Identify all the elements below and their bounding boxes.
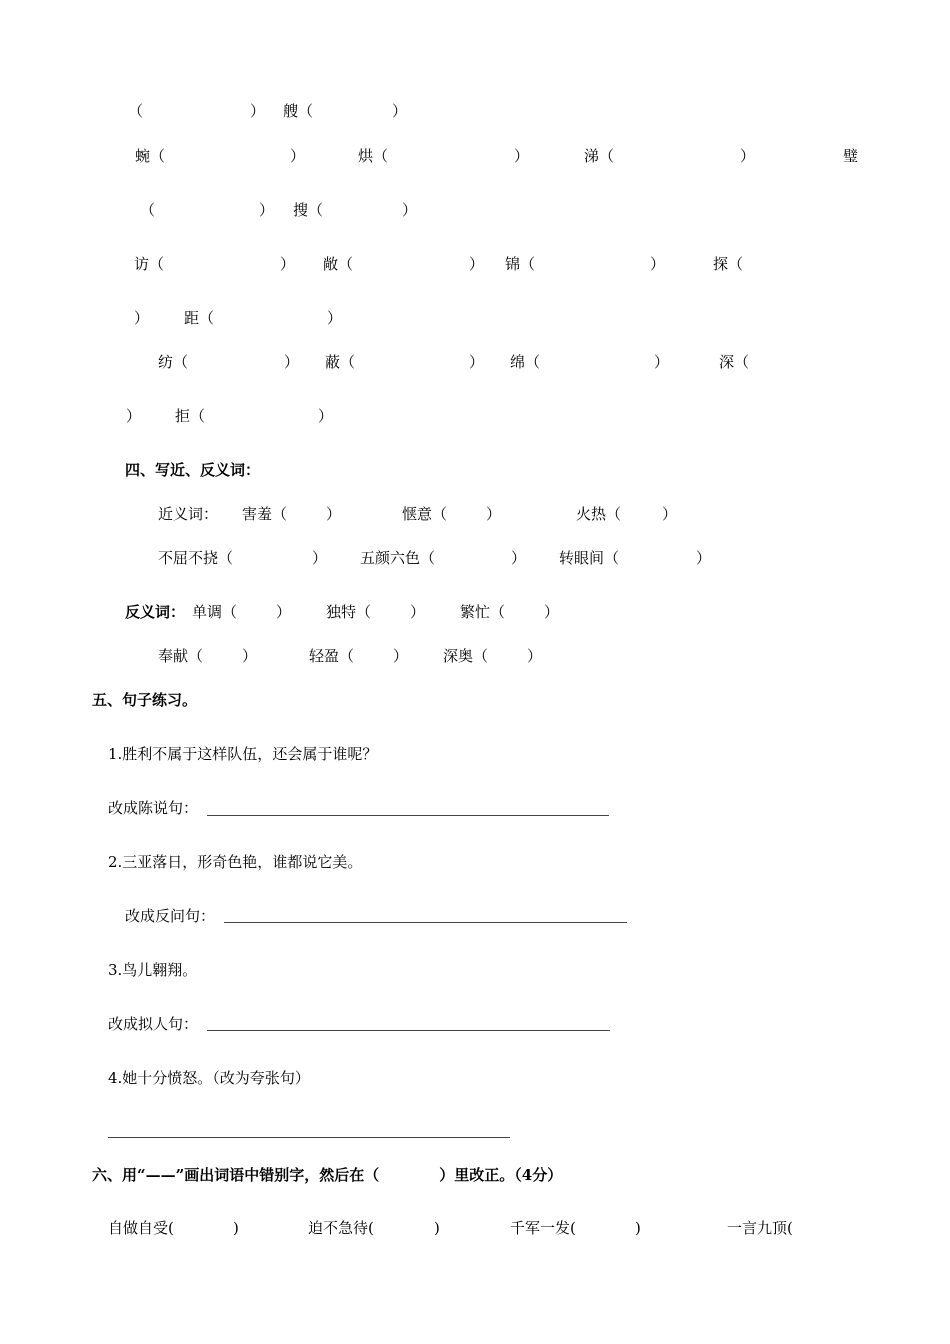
syn6-close: ） [696, 549, 712, 567]
syn2-word: 惬意（ [402, 505, 448, 523]
q3-text: 3.鸟儿翱翔。 [108, 961, 198, 979]
syn5-close: ） [511, 549, 527, 567]
syn6-word: 转眼间（ [559, 549, 620, 567]
r3-char: 搜（ [293, 201, 324, 219]
r6-close3: ） [654, 353, 670, 371]
r2-close1: ） [290, 147, 306, 165]
s6-item2: 迫不急待( [308, 1219, 374, 1237]
s6-item3: 千军一发( [510, 1219, 576, 1237]
r6-char4: 深（ [719, 353, 750, 371]
r2-char3: 涕（ [584, 147, 615, 165]
ant6-word: 深奥（ [443, 647, 489, 665]
ant1-close: ） [276, 603, 292, 621]
s6-item1: 自做自受( [108, 1219, 174, 1237]
syn4-word: 不屈不挠（ [158, 549, 234, 567]
r2-close3: ） [740, 147, 756, 165]
section6-heading: 六、用“——”画出词语中错别字，然后在（ ）里改正。（4分） [92, 1166, 563, 1184]
r1-char: 艘（ [283, 102, 314, 120]
s6-item4: 一言九顶( [727, 1219, 793, 1237]
q3-prompt: 改成拟人句： [108, 1015, 199, 1033]
r5-close2: ） [327, 309, 343, 327]
r3-open: （ [140, 201, 156, 219]
r6-close2: ） [469, 353, 485, 371]
q2-answer-line[interactable] [224, 922, 627, 923]
r2-char2: 烘（ [358, 147, 389, 165]
r7-char: 拒（ [175, 407, 206, 425]
r4-char4: 探（ [713, 255, 744, 273]
r1-close2: ） [392, 102, 408, 120]
syn2-close: ） [486, 505, 502, 523]
r6-char3: 绵（ [510, 353, 541, 371]
ant2-word: 独特（ [326, 603, 372, 621]
r4-char2: 敞（ [323, 255, 354, 273]
q2-prompt: 改成反问句： [125, 907, 216, 925]
ant2-close: ） [410, 603, 426, 621]
r1-open: （ [128, 102, 144, 120]
r4-close3: ） [650, 255, 666, 273]
ant5-close: ） [393, 647, 409, 665]
r5-close: ） [134, 309, 150, 327]
r4-close1: ） [280, 255, 296, 273]
s6-close1: ) [233, 1219, 239, 1237]
r3-close2: ） [402, 201, 418, 219]
s6-close3: ) [635, 1219, 641, 1237]
antonyms-label: 反义词： [125, 603, 186, 621]
synonyms-label: 近义词： [158, 505, 219, 523]
r3-close: ） [259, 201, 275, 219]
r7-close2: ） [318, 407, 334, 425]
ant3-word: 繁忙（ [460, 603, 506, 621]
ant4-close: ） [242, 647, 258, 665]
r2-close2: ） [514, 147, 530, 165]
r4-close2: ） [469, 255, 485, 273]
section5-heading: 五、句子练习。 [92, 691, 198, 709]
r7-close: ） [126, 407, 142, 425]
r6-char2: 蔽（ [325, 353, 356, 371]
section4-heading: 四、写近、反义词： [125, 461, 261, 479]
q3-answer-line[interactable] [207, 1030, 610, 1031]
ant3-close: ） [544, 603, 560, 621]
syn1-word: 害羞（ [242, 505, 288, 523]
q1-text: 1.胜利不属于这样队伍，还会属于谁呢？ [108, 745, 378, 763]
q4-text: 4.她十分愤怒。（改为夸张句） [108, 1069, 310, 1087]
r4-char1: 访（ [134, 255, 165, 273]
ant6-close: ） [527, 647, 543, 665]
q1-prompt: 改成陈说句： [108, 799, 199, 817]
ant1-word: 单调（ [192, 603, 238, 621]
r4-char3: 锦（ [505, 255, 536, 273]
syn3-word: 火热（ [576, 505, 622, 523]
syn5-word: 五颜六色（ [360, 549, 436, 567]
r2-char1: 蜿（ [135, 147, 166, 165]
q4-answer-line[interactable] [108, 1137, 510, 1138]
ant5-word: 轻盈（ [309, 647, 355, 665]
syn1-close: ） [326, 505, 342, 523]
q2-text: 2.三亚落日，形奇色艳，谁都说它美。 [108, 853, 363, 871]
syn3-close: ） [662, 505, 678, 523]
r2-char4: 璧 [843, 147, 859, 165]
q1-answer-line[interactable] [207, 815, 609, 816]
r6-char1: 纺（ [158, 353, 189, 371]
r1-close: ） [250, 102, 266, 120]
r5-char: 距（ [184, 309, 215, 327]
ant4-word: 奉献（ [158, 647, 204, 665]
r6-close1: ） [284, 353, 300, 371]
syn4-close: ） [312, 549, 328, 567]
s6-close2: ) [434, 1219, 440, 1237]
